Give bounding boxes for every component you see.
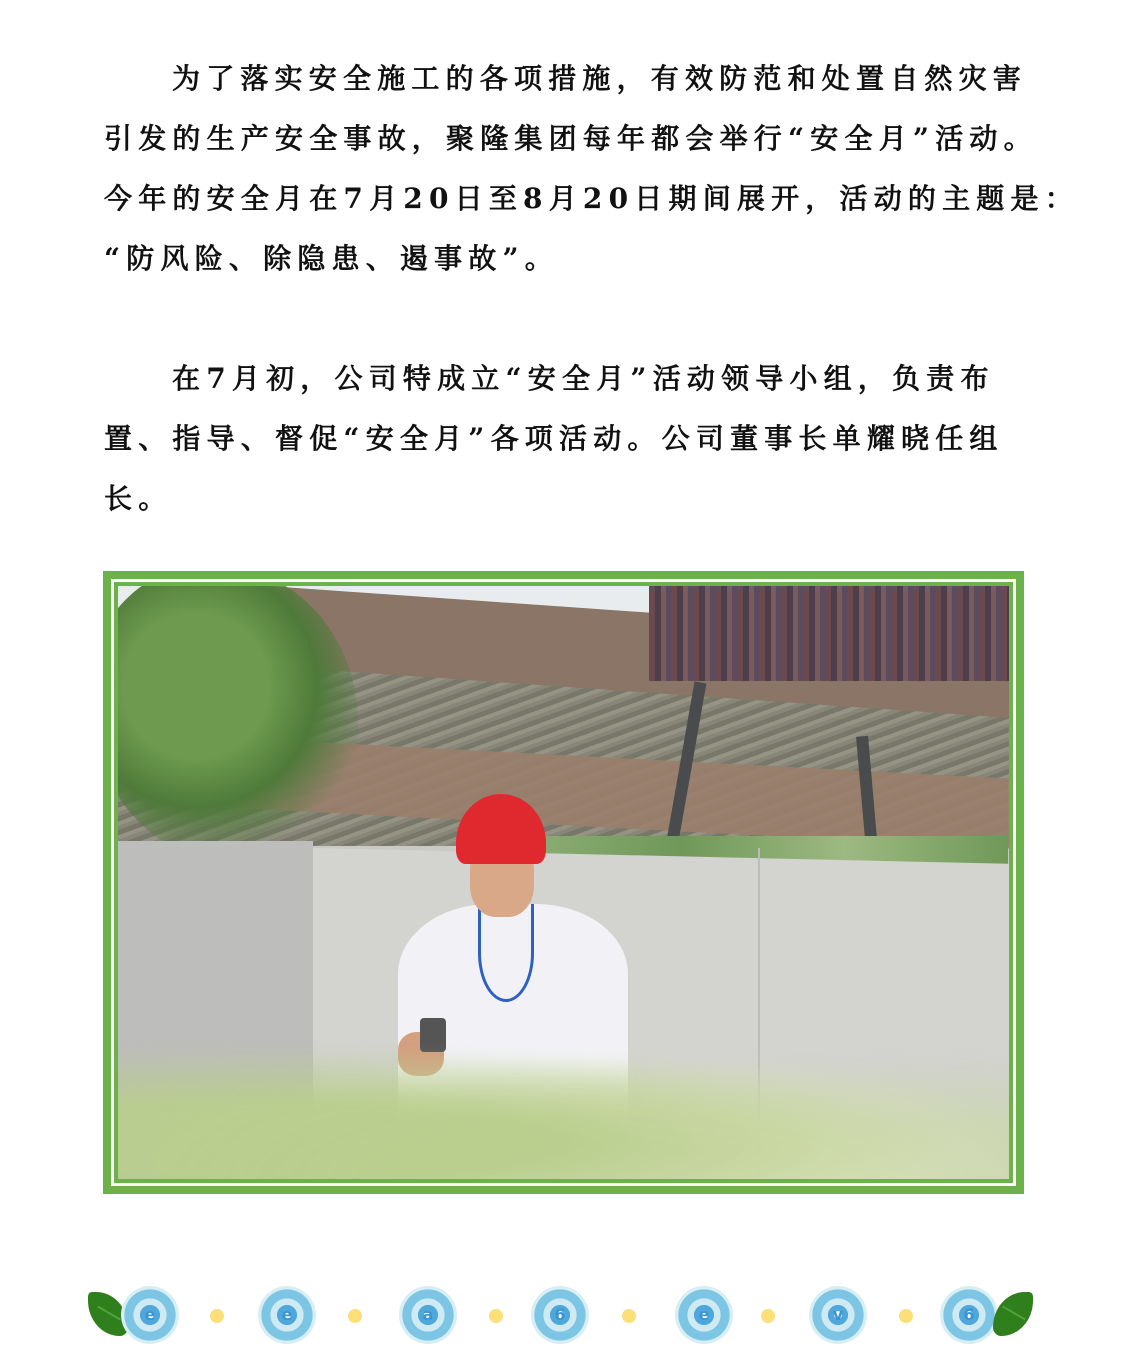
person-lanyard	[478, 904, 534, 1002]
paragraph-line: 为了落实安全施工的各项措施，有效防范和处置自然灾害	[172, 62, 1028, 95]
dot-icon	[761, 1309, 775, 1323]
paragraph-line: 今年的安全月在7月20日至8月20日期间展开，活动的主题是：	[104, 182, 1079, 215]
dot-icon	[210, 1309, 224, 1323]
decorative-flower-border	[88, 1282, 1033, 1352]
rose-icon: 6	[531, 1286, 589, 1344]
dot-icon	[348, 1309, 362, 1323]
safety-helmet-icon	[456, 794, 546, 864]
paragraph-line: 长。	[104, 482, 173, 515]
rose-icon: v	[809, 1286, 867, 1344]
photo-frame	[103, 571, 1024, 1194]
rose-icon: 6	[940, 1286, 998, 1344]
paragraph-line: 在7月初，公司特成立“安全月”活动领导小组，负责布	[172, 362, 995, 395]
dot-icon	[489, 1309, 503, 1323]
paragraph-line: “防风险、除隐患、遏事故”。	[104, 242, 560, 275]
photo-brick-building	[649, 586, 1009, 681]
dot-icon	[622, 1309, 636, 1323]
photo-tree	[118, 586, 358, 866]
rose-icon: a	[399, 1286, 457, 1344]
paragraph-2	[104, 349, 1044, 529]
paragraph-line: 置、指导、督促“安全月”各项活动。公司董事长单耀晓任组	[104, 422, 1004, 455]
rose-icon: e	[258, 1286, 316, 1344]
dot-icon	[899, 1309, 913, 1323]
rose-icon: e	[675, 1286, 733, 1344]
leaf-icon	[993, 1292, 1033, 1336]
photo-foreground-bush	[118, 1029, 1009, 1179]
paragraph-line: 引发的生产安全事故，聚隆集团每年都会举行“安全月”活动。	[104, 122, 1038, 155]
paragraph-1	[104, 49, 1079, 289]
photo	[118, 586, 1009, 1179]
rose-icon: e	[121, 1286, 179, 1344]
